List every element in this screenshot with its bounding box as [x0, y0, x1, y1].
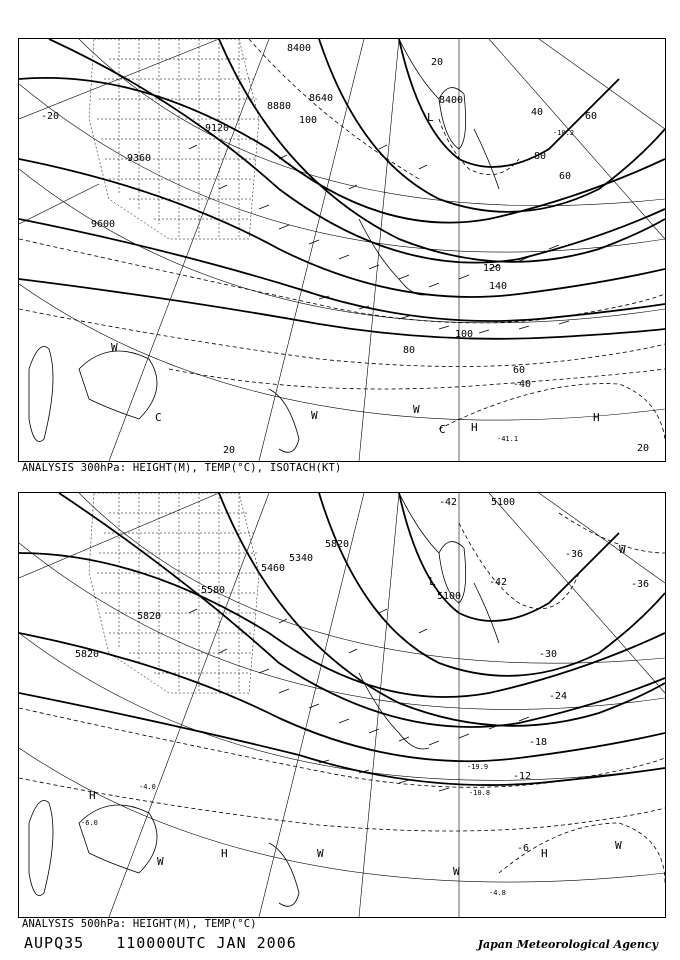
height-label: 5820: [75, 649, 100, 660]
low-center: L: [429, 575, 436, 588]
low-center: L: [427, 111, 434, 124]
temperature-label: -4.8: [489, 889, 506, 897]
temperature-label: -24: [549, 691, 568, 702]
chart-500hpa-map: [19, 493, 665, 917]
temperature-label: -10.8: [469, 789, 491, 797]
warm-center: W: [619, 543, 626, 556]
coastlines: [29, 39, 502, 452]
height-label: 9360: [127, 153, 152, 164]
wind-barbs: [189, 145, 572, 333]
chart-footer: [24, 934, 319, 952]
temperature-label: -12: [513, 771, 532, 782]
isotach-label: 60: [513, 365, 526, 376]
isotach-label: 140: [489, 281, 508, 292]
height-label: 8640: [309, 93, 334, 104]
height-label: 5100: [491, 497, 516, 508]
isotach-label: 40: [531, 107, 544, 118]
high-center: H: [471, 421, 478, 434]
height-label: 8880: [267, 101, 292, 112]
chart-300hpa: [18, 38, 666, 462]
height-label: 5340: [289, 553, 314, 564]
warm-center: W: [453, 865, 460, 878]
isotach-label: 100: [455, 329, 474, 340]
height-label: 9120: [205, 123, 230, 134]
isotach-label: 20: [223, 445, 236, 456]
isotach-label: 100: [299, 115, 318, 126]
chart-300hpa-labels: [41, 43, 649, 456]
temperature-label: -36: [565, 549, 584, 560]
warm-center: W: [311, 409, 318, 422]
warm-center: W: [157, 855, 164, 868]
temperature-label: -40: [513, 379, 532, 390]
isotach-label: 60: [559, 171, 572, 182]
temperature-label: -30: [539, 649, 558, 660]
cold-center: C: [155, 411, 162, 424]
isotach-label: 80: [403, 345, 416, 356]
chart-500hpa-caption: ANALYSIS 500hPa: HEIGHT(M), TEMP(°C): [22, 918, 257, 930]
high-center: H: [89, 789, 96, 802]
agency-credit: Japan Meteorological Agency: [477, 938, 658, 951]
temperature-label: -41.1: [497, 435, 519, 443]
height-label: 8400: [439, 95, 464, 106]
chart-500hpa: [18, 492, 666, 918]
warm-center: W: [413, 403, 420, 416]
high-center: H: [541, 847, 548, 860]
temperature-label: -18: [529, 737, 548, 748]
height-label: 5580: [201, 585, 226, 596]
height-label: 5460: [261, 563, 286, 574]
height-label: 5820: [137, 611, 162, 622]
warm-center: W: [111, 341, 118, 354]
isotach-label: 20: [431, 57, 444, 68]
temperature-label: -6.0: [81, 819, 98, 827]
isotach-label: 20: [637, 443, 650, 454]
chart-id: AUPQ35: [24, 934, 85, 952]
height-label: 5820: [325, 539, 350, 550]
temperature-label: -42: [439, 497, 458, 508]
isotach-label: 60: [585, 111, 598, 122]
chart-300hpa-caption: ANALYSIS 300hPa: HEIGHT(M), TEMP(°C), ISOTACH(KT): [22, 462, 342, 474]
temperature-label: -4.0: [139, 783, 156, 791]
isotach-label: 120: [483, 263, 502, 274]
warm-center: W: [615, 839, 622, 852]
cold-center: C: [439, 423, 446, 436]
isotach-label: 80: [534, 151, 547, 162]
graticule: [19, 39, 665, 461]
height-label: 9600: [91, 219, 116, 230]
temperature-label: -19.9: [467, 763, 489, 771]
chart-300hpa-map: [19, 39, 665, 461]
height-label: 5100: [437, 591, 462, 602]
high-center: H: [593, 411, 600, 424]
high-center: H: [221, 847, 228, 860]
temperature-label: -6: [517, 843, 530, 854]
height-label: 8400: [287, 43, 312, 54]
temperature-label: -20: [41, 111, 60, 122]
temperature-label: -42: [489, 577, 508, 588]
height-contours: [19, 39, 665, 339]
temperature-label: -10.2: [553, 129, 575, 137]
warm-center: W: [317, 847, 324, 860]
coastlines: [29, 493, 499, 906]
valid-time: 110000UTC JAN 2006: [116, 934, 297, 952]
temperature-label: -36: [631, 579, 650, 590]
plateau-hatching: [89, 493, 259, 693]
